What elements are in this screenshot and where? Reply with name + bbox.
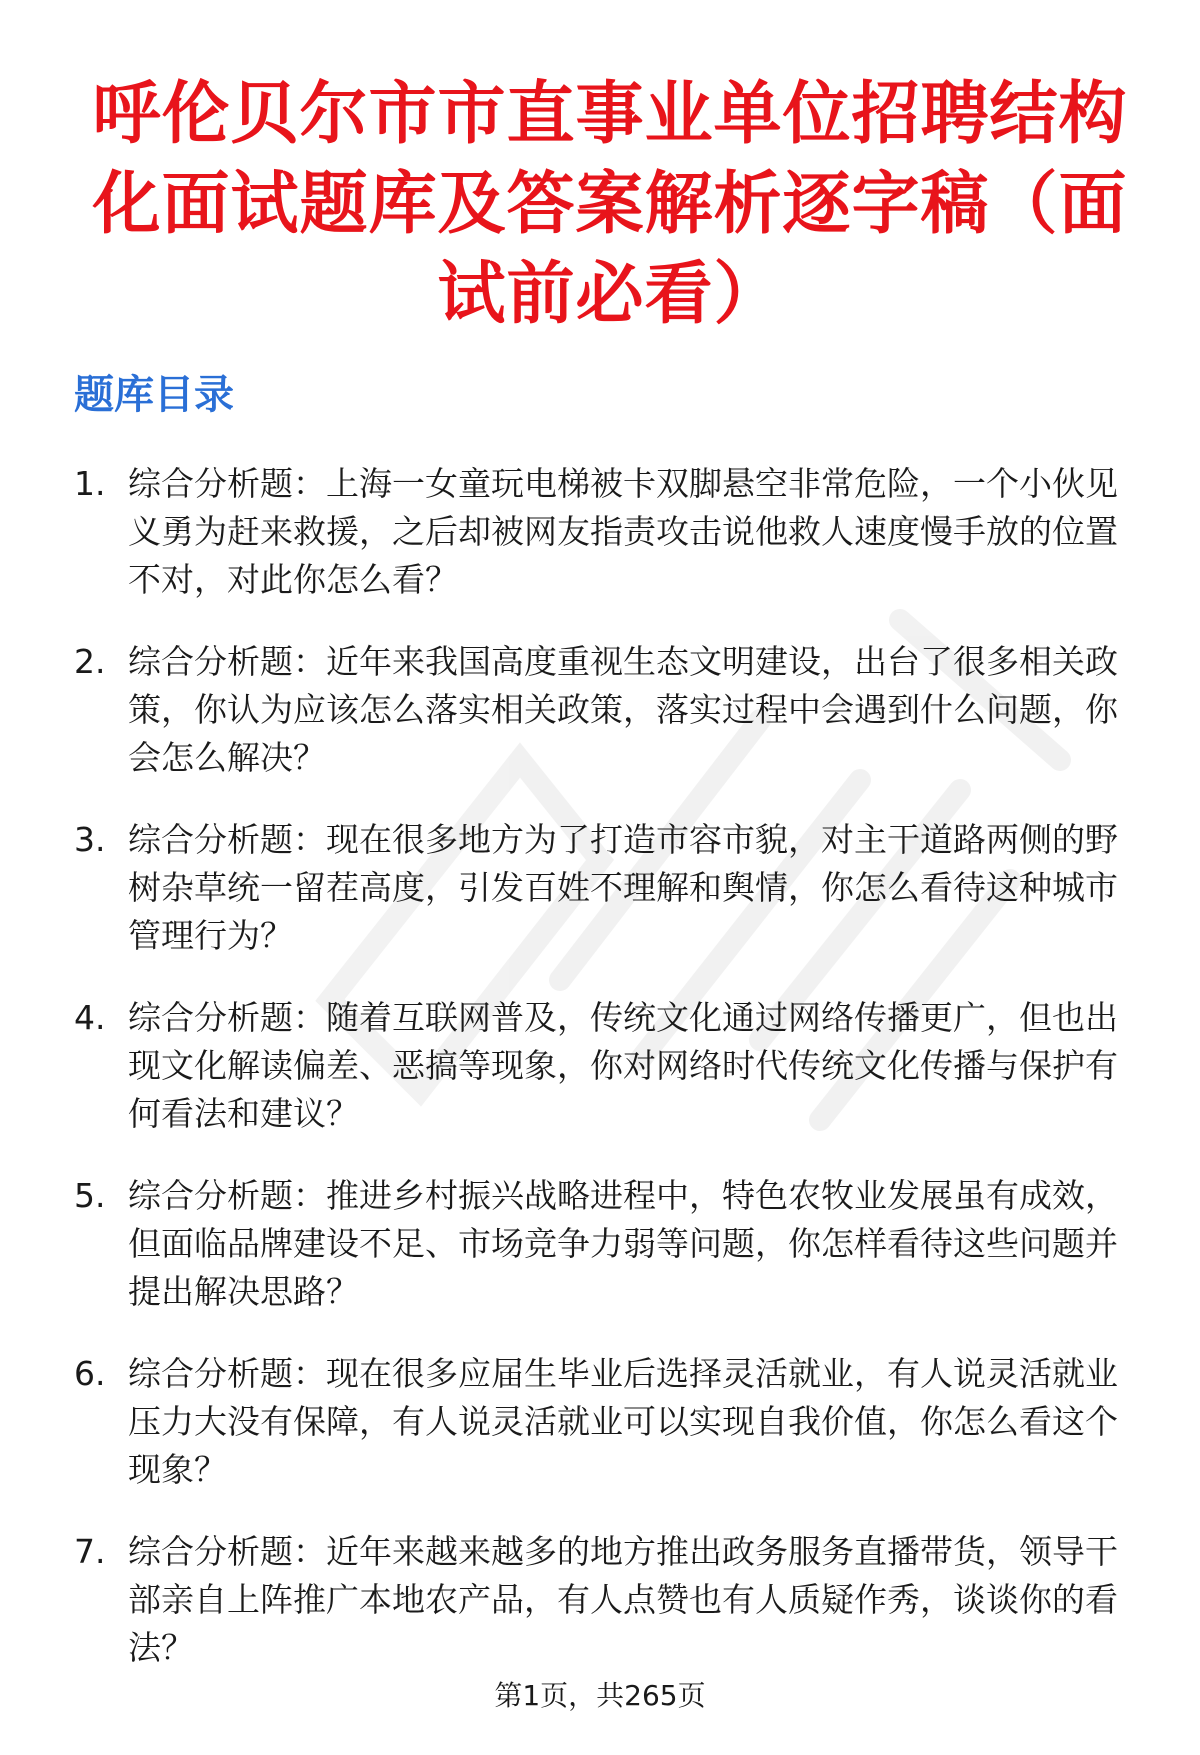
question-item-4 <box>74 994 1139 1138</box>
question-item-5 <box>74 1172 1139 1316</box>
question-list <box>74 460 1139 1706</box>
question-item-2 <box>74 638 1139 782</box>
document-title: 呼伦贝尔市市直事业单位招聘结构化面试题库及答案解析逐字稿（面试前必看） <box>92 75 1128 334</box>
question-number: 5. <box>74 1176 106 1215</box>
page-footer: 第1页，共265页 <box>494 1679 706 1712</box>
question-number: 7. <box>74 1532 106 1571</box>
question-number: 2. <box>74 642 106 681</box>
question-text: 综合分析题：近年来我国高度重视生态文明建设，出台了很多相关政策，你认为应该怎么落实相关政策，落实过程中会遇到什么问题，你会怎么解决？ <box>128 642 1118 777</box>
section-heading-question-bank-contents: 题库目录 <box>74 372 234 418</box>
question-item-1 <box>74 460 1139 604</box>
question-number: 1. <box>74 464 106 503</box>
question-item-3 <box>74 816 1139 960</box>
question-text: 综合分析题：现在很多应届生毕业后选择灵活就业，有人说灵活就业压力大没有保障，有人说灵活就业可以实现自我价值，你怎么看这个现象？ <box>128 1354 1118 1489</box>
question-text: 综合分析题：推进乡村振兴战略进程中，特色农牧业发展虽有成效，但面临品牌建设不足、市场竞争力弱等问题，你怎样看待这些问题并提出解决思路？ <box>128 1176 1118 1311</box>
question-number: 3. <box>74 820 106 859</box>
question-text: 综合分析题：现在很多地方为了打造市容市貌，对主干道路两侧的野树杂草统一留茬高度，引发百姓不理解和舆情，你怎么看待这种城市管理行为？ <box>128 820 1118 955</box>
question-number: 6. <box>74 1354 106 1393</box>
question-number: 4. <box>74 998 106 1037</box>
question-item-7 <box>74 1528 1139 1672</box>
question-text: 综合分析题：上海一女童玩电梯被卡双脚悬空非常危险，一个小伙见义勇为赶来救援，之后却被网友指责攻击说他救人速度慢手放的位置不对，对此你怎么看？ <box>128 464 1118 599</box>
question-item-6 <box>74 1350 1139 1494</box>
question-text: 综合分析题：随着互联网普及，传统文化通过网络传播更广，但也出现文化解读偏差、恶搞等现象，你对网络时代传统文化传播与保护有何看法和建议？ <box>128 998 1118 1133</box>
question-text: 综合分析题：近年来越来越多的地方推出政务服务直播带货，领导干部亲自上阵推广本地农产品，有人点赞也有人质疑作秀，谈谈你的看法？ <box>128 1532 1118 1667</box>
